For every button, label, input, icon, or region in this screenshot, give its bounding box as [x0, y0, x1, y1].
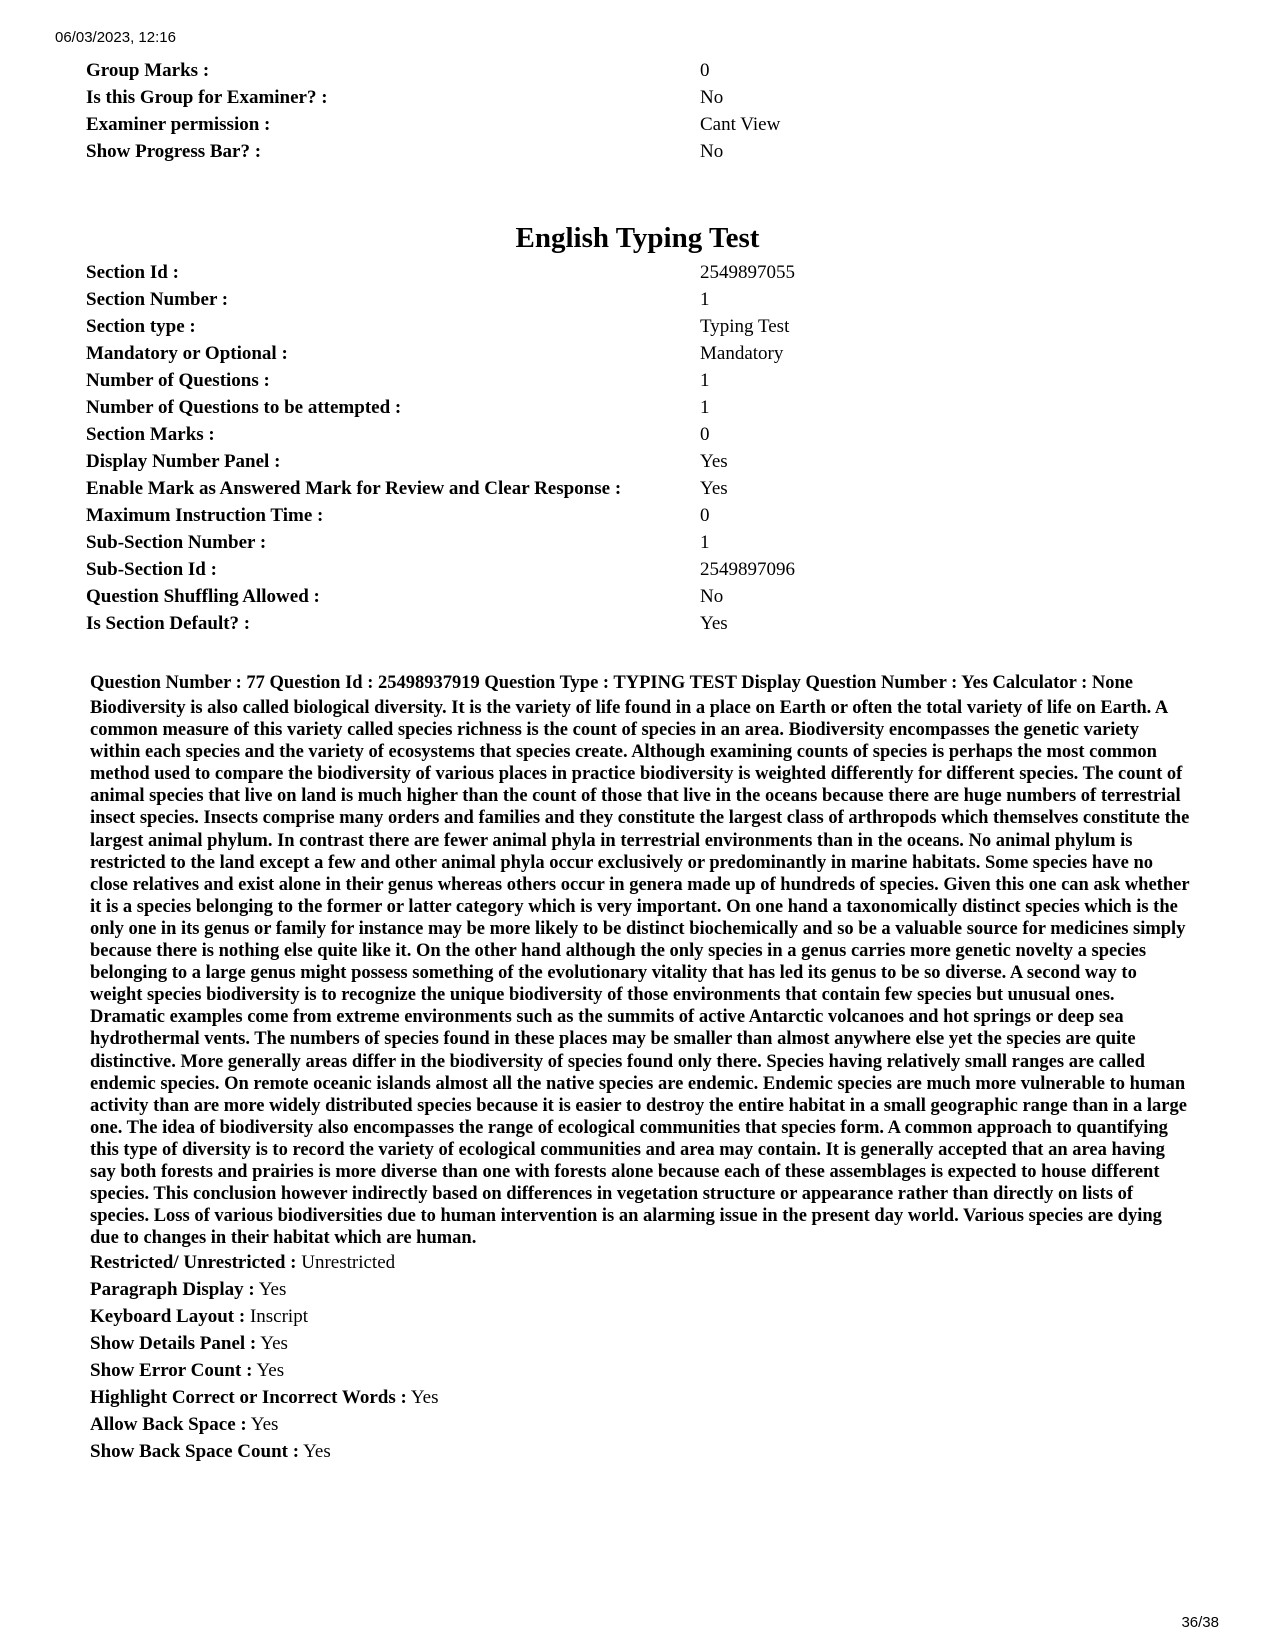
enable-mark-answered-row: [86, 478, 1196, 505]
field-label: Section Marks :: [86, 424, 215, 445]
option-label: Show Back Space Count :: [90, 1441, 300, 1463]
option-value: Yes: [250, 1414, 279, 1436]
option-label: Highlight Correct or Incorrect Words :: [90, 1387, 407, 1409]
option-value: Yes: [260, 1333, 288, 1355]
section-number-row: [86, 289, 1196, 316]
field-value: 1: [700, 370, 710, 391]
field-label: Sub-Section Id :: [86, 559, 217, 580]
option-row-keyboard-layout: [90, 1306, 1190, 1333]
field-label: Display Number Panel :: [86, 451, 281, 472]
field-label: Enable Mark as Answered Mark for Review and Clear Response :: [86, 478, 622, 499]
group-settings-table: [86, 60, 1196, 168]
option-value: Yes: [410, 1387, 439, 1409]
max-instruction-time-row: [86, 505, 1196, 532]
field-value: Yes: [700, 478, 728, 499]
option-label: Allow Back Space :: [90, 1414, 247, 1436]
section-marks-row: [86, 424, 1196, 451]
field-value: 2549897055: [700, 262, 795, 283]
field-value: Yes: [700, 451, 728, 472]
mandatory-optional-row: [86, 343, 1196, 370]
option-value: Yes: [256, 1360, 285, 1382]
field-label: Section Number :: [86, 289, 229, 310]
field-label: Sub-Section Number :: [86, 532, 267, 553]
sub-section-number-row: [86, 532, 1196, 559]
field-value: Typing Test: [700, 316, 790, 337]
option-row-details-panel: [90, 1333, 1190, 1360]
field-value: 0: [700, 424, 710, 445]
option-value: Yes: [303, 1441, 331, 1463]
question-options: [90, 1252, 1190, 1468]
option-value: Yes: [258, 1279, 287, 1301]
group-marks-row: [86, 60, 1196, 87]
option-value: Inscript: [249, 1306, 308, 1328]
question-header: Question Number : 77 Question Id : 25498937919 Question Type : TYPING TEST Display Question Number : Yes Calculator : None: [90, 673, 1133, 693]
typing-passage: Biodiversity is also called biological diversity. It is the variety of life found in a place on Earth or often the total variety of life on Earth. A common measure of this variety called species richness is the count of species in an area. Biodiversity encompasses the genetic variety within each species and the variety of ecosystems that species create. Although examining counts of species is perhaps the most common method used to compare the biodiversity of various places in practice biodiversity is weighted differently for different species. The count of animal species that live on land is much higher than the count of those that live in the oceans because there are huge numbers of terrestrial insect species. Insects comprise many orders and families and they constitute the largest class of arthropods which themselves constitute the largest animal phylum. In contrast there are fewer animal phyla in terrestrial environments than in the oceans. No animal phylum is restricted to the land except a few and other animal phyla occur exclusively or predominantly in marine habitats. Some species have no close relatives and exist alone in their genus whereas others occur in genera made up of hundreds of species. Given this one can ask whether it is a species belonging to the former or latter category which is very important. On one hand a taxonomically distinct species which is the only one in its genus or family for instance may be more likely to be distinct biochemically and so be a valuable source for medicines simply because there is nothing else quite like it. On the other hand although the only species in a genus carries more genetic novelty a species belonging to a large genus might possess something of the evolutionary vitality that has led its genus to be so diverse. A second way to weight species biodiversity is to recognize the unique biodiversity of those environments that contain few species but unusual ones. Dramatic examples come from extreme environments such as the summits of active Antarctic volcanoes and hot springs or deep sea hydrothermal vents. The numbers of species found in these places may be smaller than almost anywhere else yet the species are quite distinctive. More generally areas differ in the biodiversity of species found only there. Species having relatively small ranges are called endemic species. On remote oceanic islands almost all the native species are endemic. Endemic species are much more vulnerable to human activity than are more widely distributed species because it is easier to destroy the entire habitat in a small geographic range than in a large one. The idea of biodiversity also encompasses the range of ecological communities that species form. A common approach to quantifying this type of diversity is to record the variety of ecological communities and area may contain. It is generally accepted that an area having say both forests and prairies is more diverse than one with forests alone because each of these assemblages is expected to house different species. This conclusion however indirectly based on differences in vegetation structure or appearance rather than directly on lists of species. Loss of various biodiversities due to human intervention is an alarming issue in the present day world. Various species are dying due to changes in their habitat which are human.: [90, 698, 1190, 1249]
field-value: 2549897096: [700, 559, 795, 580]
option-label: Show Error Count :: [90, 1360, 253, 1382]
field-label: Section Id :: [86, 262, 179, 283]
field-label: Mandatory or Optional :: [86, 343, 288, 364]
field-value: 1: [700, 532, 710, 553]
field-value: Yes: [700, 613, 728, 634]
display-number-panel-row: [86, 451, 1196, 478]
field-label: Maximum Instruction Time :: [86, 505, 324, 526]
field-label: Question Shuffling Allowed :: [86, 586, 320, 607]
option-row-error-count: [90, 1360, 1190, 1387]
option-row-paragraph-display: [90, 1279, 1190, 1306]
number-of-questions-row: [86, 370, 1196, 397]
field-value: 1: [700, 289, 710, 310]
field-label: Section type :: [86, 316, 196, 337]
field-label: Examiner permission :: [86, 114, 271, 135]
field-label: Show Progress Bar? :: [86, 141, 262, 162]
section-default-row: [86, 613, 1196, 640]
field-value: No: [700, 141, 724, 162]
section-settings-table: [86, 262, 1196, 640]
print-timestamp: 06/03/2023, 12:16: [55, 29, 176, 46]
field-label: Number of Questions to be attempted :: [86, 397, 402, 418]
option-label: Show Details Panel :: [90, 1333, 257, 1355]
field-value: 1: [700, 397, 710, 418]
field-label: Is Section Default? :: [86, 613, 251, 634]
field-label: Number of Questions :: [86, 370, 270, 391]
question-block: [90, 672, 1190, 1468]
field-value: No: [700, 87, 724, 108]
field-value: 0: [700, 60, 710, 81]
group-for-examiner-row: [86, 87, 1196, 114]
field-value: Cant View: [700, 114, 781, 135]
field-label: Group Marks :: [86, 60, 210, 81]
option-label: Keyboard Layout :: [90, 1306, 246, 1328]
option-row-allow-backspace: [90, 1414, 1190, 1441]
option-row-highlight-words: [90, 1387, 1190, 1414]
option-value: Unrestricted: [301, 1252, 396, 1274]
option-label: Paragraph Display :: [90, 1279, 255, 1301]
section-title: English Typing Test: [515, 222, 760, 254]
questions-to-attempt-row: [86, 397, 1196, 424]
section-id-row: [86, 262, 1196, 289]
field-value: No: [700, 586, 724, 607]
show-progress-bar-row: [86, 141, 1196, 168]
page-number: 36/38: [1181, 1614, 1219, 1631]
option-row-backspace-count: [90, 1441, 1190, 1468]
field-label: Is this Group for Examiner? :: [86, 87, 328, 108]
examiner-permission-row: [86, 114, 1196, 141]
option-label: Restricted/ Unrestricted :: [90, 1252, 297, 1274]
question-shuffling-row: [86, 586, 1196, 613]
field-value: Mandatory: [700, 343, 784, 364]
section-type-row: [86, 316, 1196, 343]
field-value: 0: [700, 505, 710, 526]
sub-section-id-row: [86, 559, 1196, 586]
option-row-restricted: [90, 1252, 1190, 1279]
